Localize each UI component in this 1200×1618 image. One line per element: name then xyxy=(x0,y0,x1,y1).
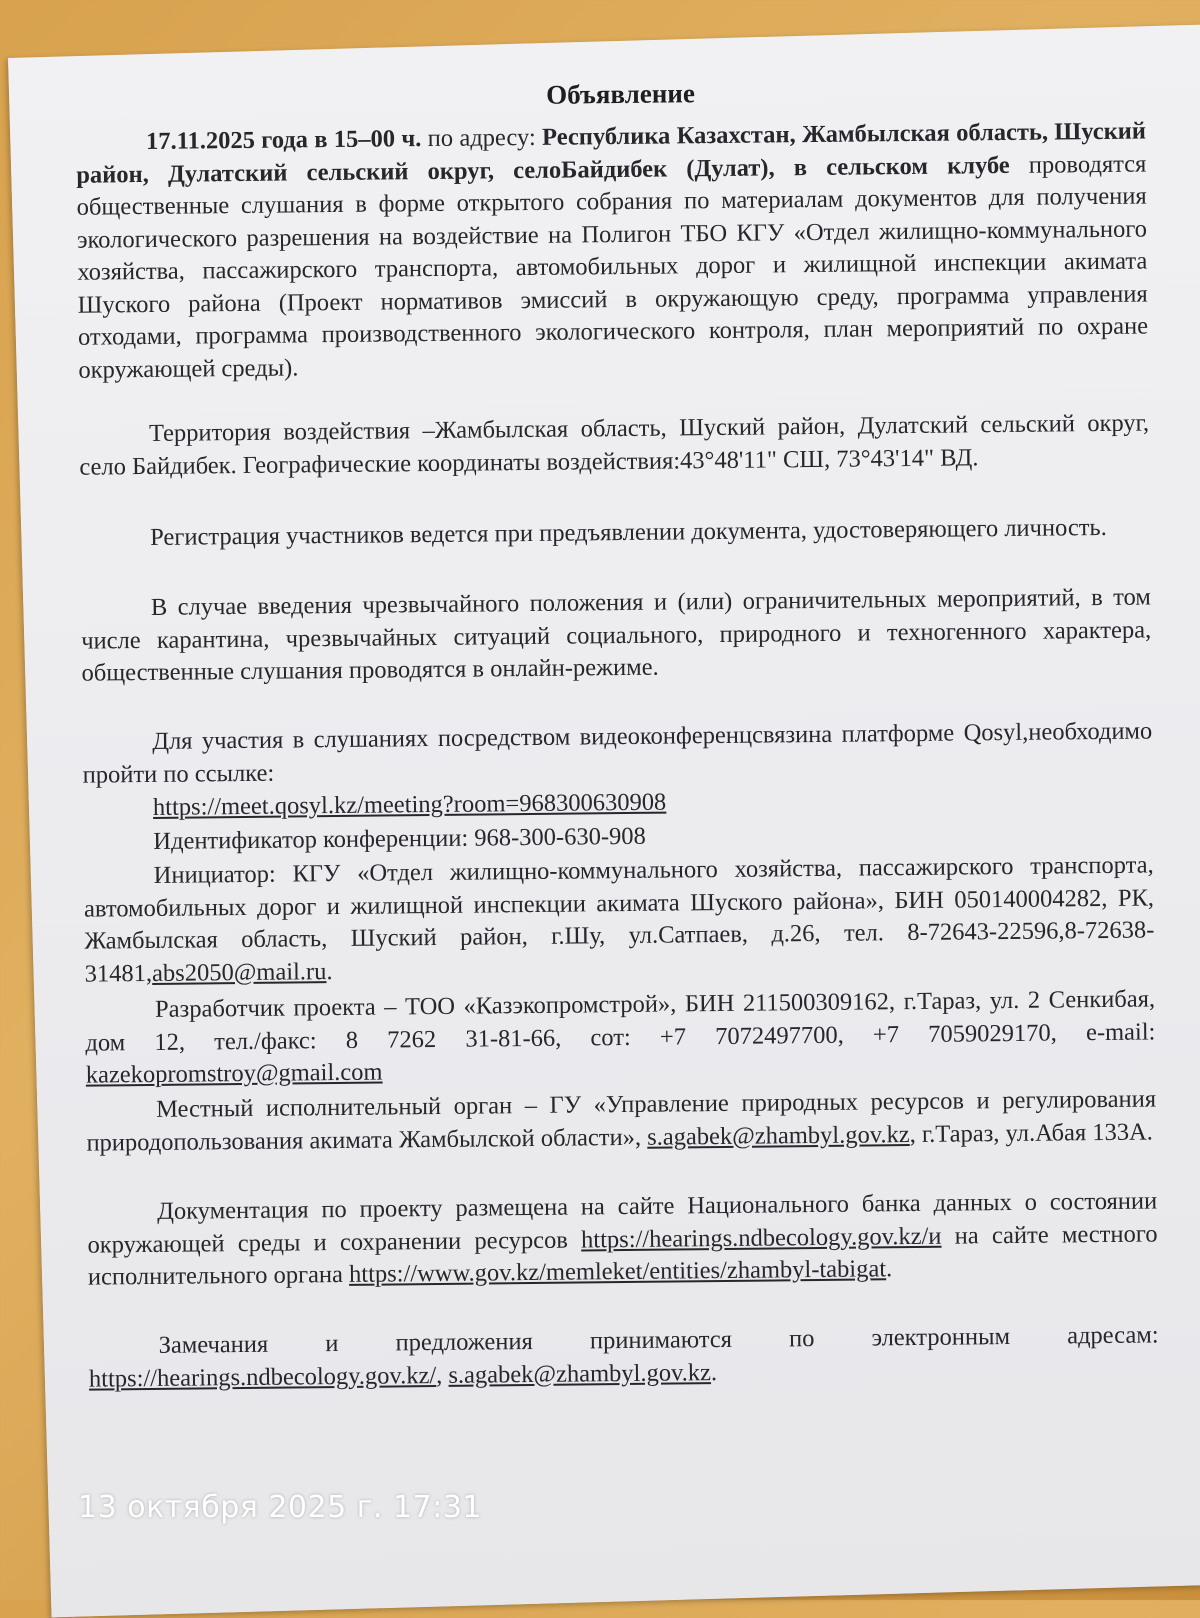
paragraph-documentation xyxy=(87,1185,1158,1294)
participation-text: Для участия в слушаниях посредством видеоконференцсвязина платформе Qosyl,необходимо пройти по ссылке: xyxy=(82,717,1153,789)
paragraph-local-authority xyxy=(86,1083,1157,1159)
initiator-email-link[interactable]: abs2050@mail.ru xyxy=(151,957,327,987)
initiator-text: Инициатор: КГУ «Отдел жилищно-коммунального хозяйства, пассажирского транспорта, автомобильных дорог и жилищной инспекции акимата Шуского района», БИН 050140004282, РК, Жамбылская область, Шуский район, г.Шу, ул.Сатпаев, д.26, тел. 8-72643-22596,8-72638-31481, xyxy=(83,851,1155,988)
territory-text: Территория воздействия –Жамбылская область, Шуский район, Дулатский сельский округ, село Байдибек. Географические координаты воздействия:43°48'11" СШ, 73°43'14" ВД. xyxy=(79,409,1150,481)
documentation-mid: на сайте местного исполнительного органа xyxy=(87,1219,1158,1291)
developer-email-link[interactable]: kazekopromstroy@gmail.com xyxy=(85,1058,383,1089)
paragraph-territory xyxy=(79,407,1150,483)
local-authority-end: , г.Тараз, ул.Абая 133А. xyxy=(909,1117,1153,1148)
paragraph-emergency xyxy=(81,581,1152,690)
registration-text: Регистрация участников ведется при предъявлении документа, удостоверяющего личность. xyxy=(150,513,1107,551)
ndb-ecology-link[interactable]: https://hearings.ndbecology.gov.kz/и xyxy=(580,1222,942,1253)
local-authority-email-link[interactable]: s.agabek@zhambyl.gov.kz xyxy=(647,1120,910,1151)
paragraph-developer xyxy=(85,983,1156,1092)
event-date-time: 17.11.2025 года в 15–00 ч. xyxy=(145,125,422,155)
paragraph-remarks xyxy=(88,1319,1159,1395)
conference-id: Идентификатор конференции: 968-300-630-908 xyxy=(153,822,646,855)
emergency-text: В случае введения чрезвычайного положения и (или) ограничительных мероприятий, в том числе карантина, чрезвычайных ситуаций социального, природного и техногенного характера, общественные слушания проводятся в онлайн-режиме. xyxy=(81,583,1152,687)
remarks-end: . xyxy=(710,1358,718,1386)
announcement-body: проводятся общественные слушания в форме открытого собрания по материалам документов для получения экологического разрешения на воздействие на Полигон ТБО КГУ «Отдел жилищно-коммунального хозяйства, пассажирского транспорта, автомобильных дорог и жилищной инспекции акимата Шуского района (Проект нормативов эмиссий в окружающую среду, программа управления отходами, программа производственного экологического контроля, план мероприятий по охране окружающей среды). xyxy=(76,150,1149,384)
announcement-content xyxy=(20,35,1200,1587)
address-prefix: по адресу: xyxy=(421,123,543,153)
documentation-end: . xyxy=(885,1255,893,1283)
paragraph-participation xyxy=(82,715,1153,791)
paragraph-initiator xyxy=(84,849,1155,990)
paper-sheet xyxy=(8,24,1200,1617)
remarks-hearings-link[interactable]: https://hearings.ndbecology.gov.kz/ xyxy=(88,1361,437,1393)
document-title: Объявление xyxy=(546,78,696,110)
paragraph-registration xyxy=(80,511,1150,555)
event-address: Республика Казахстан, Жамбылская область, Шуский район, Дулатский сельский округ, селоБайдибек (Дулат), в сельском клубе xyxy=(76,117,1147,189)
meeting-link[interactable]: https://meet.qosyl.kz/meeting?room=968300630908 xyxy=(152,788,667,821)
developer-text: Разработчик проекта – ТОО «Казэкопромстрой», БИН 211500309162, г.Тараз, ул. 2 Сенкибая, дом 12, тел./факс: 8 7262 31-81-66, сот: +7 7072497700, +7 7059029170, e-mail: xyxy=(85,985,1156,1057)
remarks-text: Замечания и предложения принимаются по электронным адресам: xyxy=(158,1321,1159,1359)
remarks-separator: , xyxy=(436,1361,449,1389)
initiator-end: . xyxy=(326,957,333,985)
local-authority-text: Местный исполнительный орган – ГУ «Управление природных ресурсов и регулирования природопользования акимата Жамбылской области», xyxy=(86,1085,1157,1157)
documentation-text: Документация по проекту размещена на сайте Национального банка данных о состоянии окружающей среды и сохранении ресурсов xyxy=(87,1187,1158,1259)
photo-timestamp: 13 октября 2025 г. 17:31 xyxy=(78,1490,483,1525)
gov-kz-link[interactable]: https://www.gov.kz/memleket/entities/zhambyl-tabigat xyxy=(348,1255,887,1288)
paragraph-announcement xyxy=(76,116,1149,387)
remarks-email-link[interactable]: s.agabek@zhambyl.gov.kz xyxy=(448,1358,712,1389)
